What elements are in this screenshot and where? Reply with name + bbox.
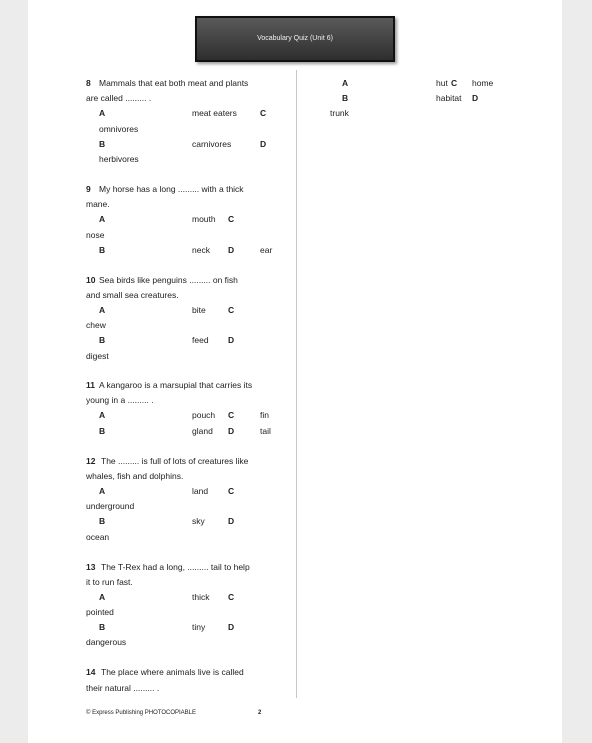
option-letter-c: C	[228, 305, 235, 315]
option-letter-a: A	[99, 305, 106, 315]
option-letter-b: B	[99, 622, 106, 632]
question-text: The T-Rex had a long, ......... tail to help	[101, 562, 250, 572]
question-text: their natural ......... .	[86, 683, 160, 693]
worksheet-page	[28, 0, 562, 743]
option-c-text: fin	[260, 410, 269, 420]
question-number: 11	[86, 380, 95, 390]
option-letter-a: A	[99, 592, 106, 602]
question-number: 14	[86, 667, 96, 677]
option-letter-b: B	[99, 335, 106, 345]
option-letter-c: C	[228, 486, 235, 496]
option-letter-c: C	[451, 78, 458, 88]
option-a-text: pointed	[86, 607, 114, 617]
option-c-text: land	[192, 486, 209, 496]
page-title: Vocabulary Quiz (Unit 6)	[257, 35, 333, 42]
option-c-text: thick	[192, 592, 210, 602]
question-number: 10	[86, 275, 96, 285]
question-text: The place where animals live is called	[101, 667, 244, 677]
option-a-text: hut	[436, 78, 448, 88]
option-letter-c: C	[228, 410, 235, 420]
option-c-text: home	[472, 78, 494, 88]
question-number: 13	[86, 562, 96, 572]
page-number: 2	[258, 710, 262, 716]
option-d-text: ear	[260, 245, 273, 255]
option-letter-b: B	[99, 245, 106, 255]
option-letter-b: B	[99, 139, 106, 149]
question-text: and small sea creatures.	[86, 290, 179, 300]
option-a-text: chew	[86, 320, 106, 330]
option-b-text: dangerous	[86, 637, 127, 647]
question-text: young in a ......... .	[86, 395, 154, 405]
option-d-text: feed	[192, 335, 209, 345]
option-d-text: sky	[192, 516, 205, 526]
option-letter-d: D	[228, 622, 235, 632]
option-b-text: trunk	[330, 108, 349, 118]
option-letter-c: C	[228, 214, 235, 224]
option-letter-b: B	[99, 516, 106, 526]
option-a-text: omnivores	[99, 124, 139, 134]
option-a-text: pouch	[192, 410, 216, 420]
option-letter-d: D	[228, 245, 235, 255]
question-text: The ......... is full of lots of creatures like	[101, 456, 249, 466]
option-d-text: habitat	[436, 93, 462, 103]
option-letter-d: D	[472, 93, 479, 103]
option-letter-d: D	[228, 335, 235, 345]
question-text: Mammals that eat both meat and plants	[99, 78, 249, 88]
option-b-text: digest	[86, 351, 109, 361]
option-c-text: meat eaters	[192, 108, 237, 118]
option-letter-a: A	[99, 486, 106, 496]
option-letter-d: D	[228, 516, 235, 526]
option-c-text: bite	[192, 305, 206, 315]
option-letter-a: A	[99, 214, 106, 224]
question-number: 9	[86, 184, 91, 194]
question-text: My horse has a long ......... with a thick	[99, 184, 244, 194]
option-letter-c: C	[260, 108, 267, 118]
option-letter-b: B	[99, 426, 106, 436]
question-text: A kangaroo is a marsupial that carries its	[99, 380, 253, 390]
option-b-text: herbivores	[99, 154, 139, 164]
question-number: 12	[86, 456, 96, 466]
option-letter-d: D	[228, 426, 235, 436]
question-text: are called ......... .	[86, 93, 152, 103]
option-letter-a: A	[99, 108, 106, 118]
copyright-footer: © Express Publishing PHOTOCOPIABLE	[86, 710, 197, 716]
option-letter-c: C	[228, 592, 235, 602]
option-d-text: tail	[260, 426, 271, 436]
option-d-text: carnivores	[192, 139, 232, 149]
option-d-text: tiny	[192, 622, 206, 632]
question-text: whales, fish and dolphins.	[86, 471, 184, 481]
option-a-text: underground	[86, 501, 135, 511]
column-divider	[296, 70, 297, 698]
option-b-text: gland	[192, 426, 213, 436]
option-b-text: neck	[192, 245, 210, 255]
title-banner	[195, 16, 395, 62]
option-letter-b: B	[342, 93, 349, 103]
option-letter-d: D	[260, 139, 267, 149]
option-c-text: mouth	[192, 214, 216, 224]
question-number: 8	[86, 78, 91, 88]
option-letter-a: A	[99, 410, 106, 420]
option-b-text: ocean	[86, 532, 110, 542]
question-text: mane.	[86, 199, 110, 209]
question-text: it to run fast.	[86, 577, 133, 587]
question-text: Sea birds like penguins ......... on fish	[99, 275, 238, 285]
option-letter-a: A	[342, 78, 349, 88]
option-a-text: nose	[86, 230, 105, 240]
